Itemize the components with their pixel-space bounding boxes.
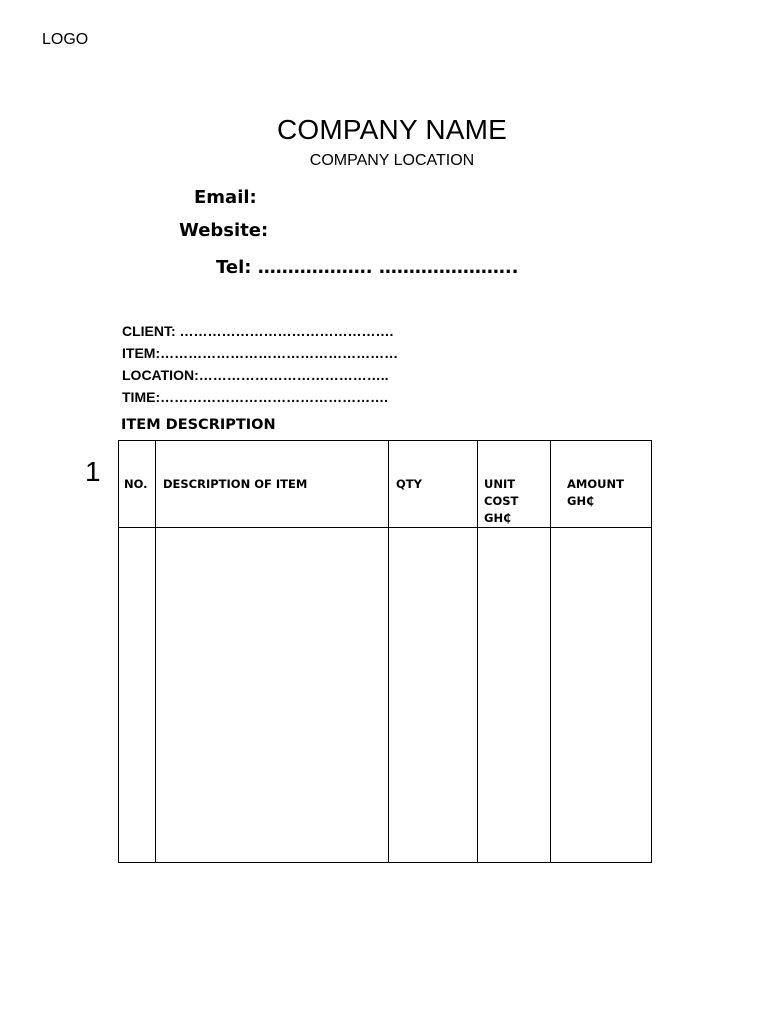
column-header-description: DESCRIPTION OF ITEM: [156, 441, 389, 528]
table-body-row: [119, 528, 652, 863]
logo-placeholder: LOGO: [42, 31, 89, 48]
cell-no[interactable]: [119, 528, 156, 863]
email-label: Email:: [194, 187, 257, 208]
company-location: COMPANY LOCATION: [309, 152, 475, 169]
column-header-qty: QTY: [389, 441, 478, 528]
website-label: Website:: [179, 220, 269, 241]
location-field: LOCATION:…………………………………..: [122, 367, 389, 383]
item-field: ITEM:……………………………………………: [122, 345, 399, 361]
client-field: CLIENT: ……………………………………….: [122, 323, 394, 339]
table-header-row: [119, 441, 652, 528]
column-header-unit-cost: UNIT COST GH₵: [478, 441, 551, 528]
company-name: COMPANY NAME: [276, 114, 508, 145]
page-number: 1: [85, 456, 101, 487]
column-header-no: NO.: [119, 441, 156, 528]
cell-unit-cost[interactable]: [478, 528, 551, 863]
cell-amount[interactable]: [551, 528, 652, 863]
cell-description[interactable]: [156, 528, 389, 863]
item-table: [118, 440, 652, 863]
item-description-heading: ITEM DESCRIPTION: [121, 417, 276, 433]
time-field: TIME:………………………………………….: [122, 389, 388, 405]
cell-qty[interactable]: [389, 528, 478, 863]
column-header-amount: AMOUNT GH₵: [551, 441, 652, 528]
tel-label: Tel: ………………. …………………..: [216, 257, 519, 278]
